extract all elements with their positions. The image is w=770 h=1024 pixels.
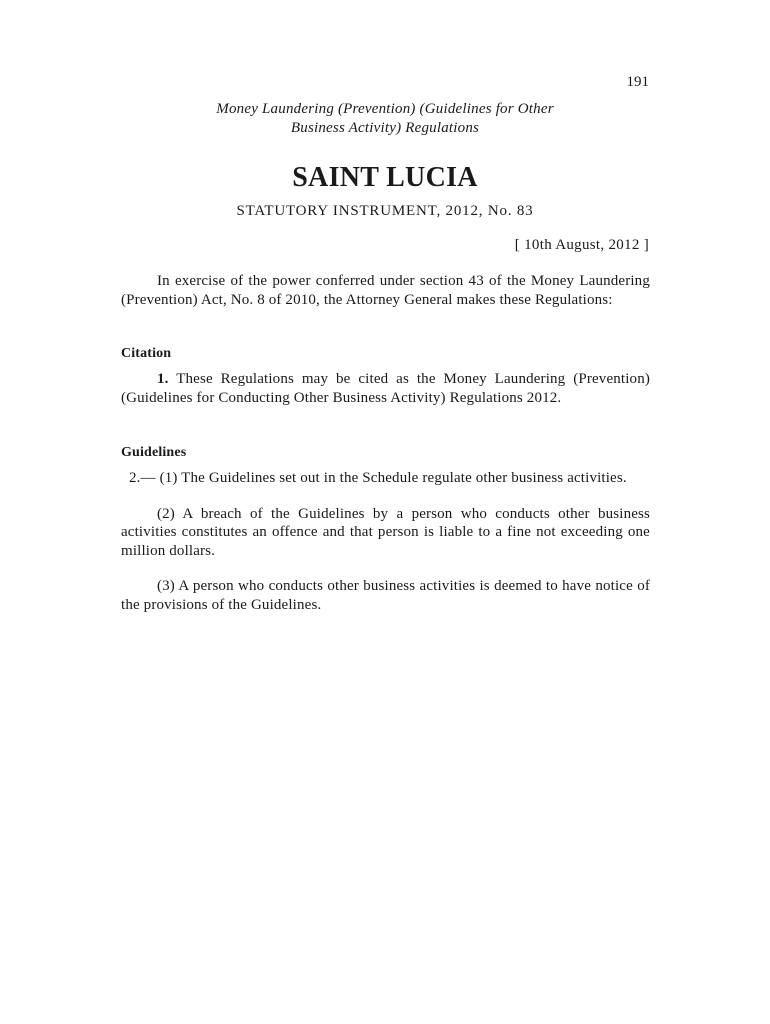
running-header-line-2: Business Activity) Regulations [290,120,480,136]
guidelines-section [121,444,650,614]
page-number: 191 [626,74,649,90]
running-header [0,100,770,138]
guidelines-paragraph-2: (2) A breach of the Guidelines by a person who conducts other business activities constitutes an offence and that person is liable to a fine not exceeding one million dollars. [121,505,650,559]
citation-paragraph [121,370,650,407]
country-title: SAINT LUCIA [292,162,478,193]
running-header-line-1: Money Laundering (Prevention) (Guidelines for Other [216,101,554,117]
instrument-date: [ 10th August, 2012 ] [514,237,649,253]
section-number: 1. [157,371,169,387]
section-heading-guidelines: Guidelines [121,445,187,460]
citation-section [121,345,650,407]
guidelines-paragraph-1: 2.— (1) The Guidelines set out in the Schedule regulate other business activities. [129,470,627,486]
section-heading-citation: Citation [121,346,172,361]
guidelines-paragraph-3: (3) A person who conducts other business activities is deemed to have notice of the provisions of the Guidelines. [121,578,650,613]
instrument-title: STATUTORY INSTRUMENT, 2012, No. 83 [236,203,534,219]
citation-text: These Regulations may be cited as the Money Laundering (Prevention) (Guidelines for Conducting Other Business Activity) Regulations 2012. [121,371,650,406]
preamble-block [121,272,650,309]
preamble: In exercise of the power conferred under section 43 of the Money Laundering (Prevention) Act, No. 8 of 2010, the Attorney General makes these Regulations: [121,273,650,308]
